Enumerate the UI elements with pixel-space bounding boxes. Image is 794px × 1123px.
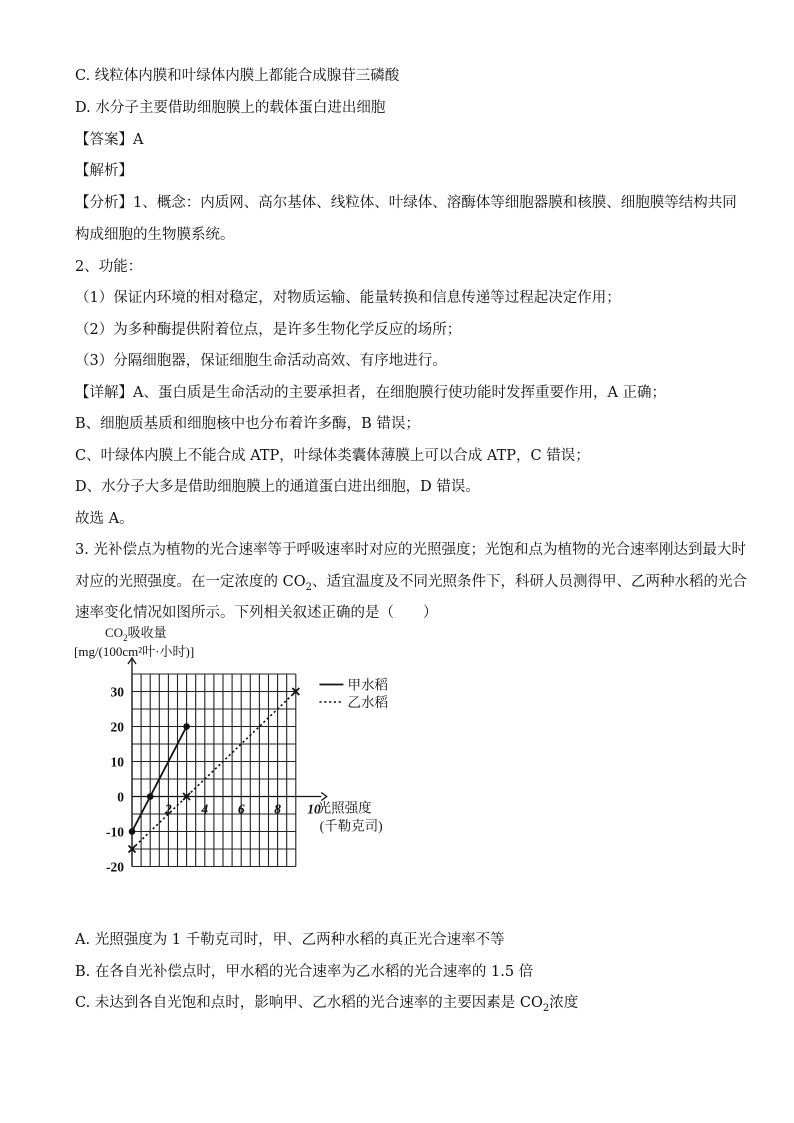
x-axis-arrow	[321, 793, 326, 801]
question3-stem-line-2	[75, 572, 747, 598]
y-tick-label: 30	[110, 684, 124, 700]
option-c: C. 线粒体内膜和叶绿体内膜上都能合成腺苷三磷酸	[75, 68, 400, 84]
y-axis-label-line-1: $CO_2$吸收量	[105, 625, 167, 643]
y-tick-label: 20	[110, 719, 124, 735]
chart-svg	[60, 620, 420, 895]
question3-option-c	[75, 993, 578, 1019]
conclusion: 故选 A。	[75, 511, 134, 527]
answer-label: 【答案】A	[75, 132, 144, 148]
function-item-2: （2）为多种酶提供附着位点，是许多生物化学反应的场所；	[75, 322, 462, 338]
detail-d: D、水分子大多是借助细胞膜上的通道蛋白进出细胞，D 错误。	[75, 479, 480, 495]
analysis-line-1: 【分析】1、概念：内质网、高尔基体、线粒体、叶绿体、溶酶体等细胞器膜和核膜、细胞膜等结构共同	[75, 195, 737, 211]
y-axis-label-line-2: [mg/(100cm²叶·小时)]	[74, 644, 195, 659]
analysis-heading: 【解析】	[75, 163, 133, 179]
detail-c: C、叶绿体内膜上不能合成 ATP，叶绿体类囊体薄膜上可以合成 ATP，C 错误；	[75, 448, 590, 464]
question3-stem-line-3: 速率变化情况如图所示。下列相关叙述正确的是（ ）	[75, 605, 438, 621]
data-point-jia	[147, 793, 154, 800]
y-tick-label: -20	[106, 859, 124, 875]
subscript: 2	[542, 1002, 550, 1014]
question3-option-a: A. 光照强度为 1 千勒克司时，甲、乙两种水稻的真正光合速率不等	[75, 932, 505, 948]
option-text: 浓度	[549, 995, 579, 1011]
stem-text: 、适宜温度及不同光照条件下，科研人员测得甲、乙两种水稻的光合	[311, 574, 747, 590]
option-d: D. 水分子主要借助细胞膜上的载体蛋白进出细胞	[75, 100, 386, 116]
x-tick-label: 10	[307, 801, 321, 817]
y-tick-label: 10	[110, 754, 124, 770]
photosynthesis-chart	[60, 620, 420, 895]
y-tick-label: 0	[117, 789, 124, 805]
x-tick-label: 2	[165, 801, 172, 817]
option-text: C. 未达到各自光饱和点时，影响甲、乙水稻的光合速率的主要因素是 CO	[75, 995, 543, 1011]
x-tick-label: 4	[201, 801, 209, 817]
detail-b: B、细胞质基质和细胞核中也分布着许多酶，B 错误；	[75, 416, 420, 432]
subscript: 2	[305, 581, 312, 593]
detail-a: 【详解】A、蛋白质是生命活动的主要承担者，在细胞膜行使功能时发挥重要作用，A 正确；	[75, 385, 667, 401]
function-item-1: （1）保证内环境的相对稳定，对物质运输、能量转换和信息传递等过程起决定作用；	[75, 290, 621, 306]
data-point-jia	[183, 723, 190, 730]
legend-label-yi: 乙水稻	[347, 695, 388, 710]
x-tick-label: 6	[237, 801, 245, 817]
question3-option-b: B. 在各自光补偿点时，甲水稻的光合速率为乙水稻的光合速率的 1.5 倍	[75, 964, 534, 980]
analysis-line-2: 构成细胞的生物膜系统。	[75, 227, 235, 243]
data-point-jia	[129, 828, 136, 835]
question3-stem-line-1: 3. 光补偿点为植物的光合速率等于呼吸速率时对应的光照强度；光饱和点为植物的光合速率刚达到最大时	[75, 542, 746, 558]
x-axis-label-line-1: 光照强度	[317, 800, 372, 816]
x-axis-label-line-2: (千勒克司)	[319, 818, 383, 834]
function-heading: 2、功能：	[75, 259, 143, 275]
legend-label-jia: 甲水稻	[347, 677, 388, 693]
y-tick-label: -10	[106, 824, 124, 840]
function-item-3: （3）分隔细胞器，保证细胞生命活动高效、有序地进行。	[75, 353, 447, 369]
x-tick-label: 8	[274, 801, 281, 817]
stem-text: 对应的光照强度。在一定浓度的 CO	[75, 574, 306, 590]
